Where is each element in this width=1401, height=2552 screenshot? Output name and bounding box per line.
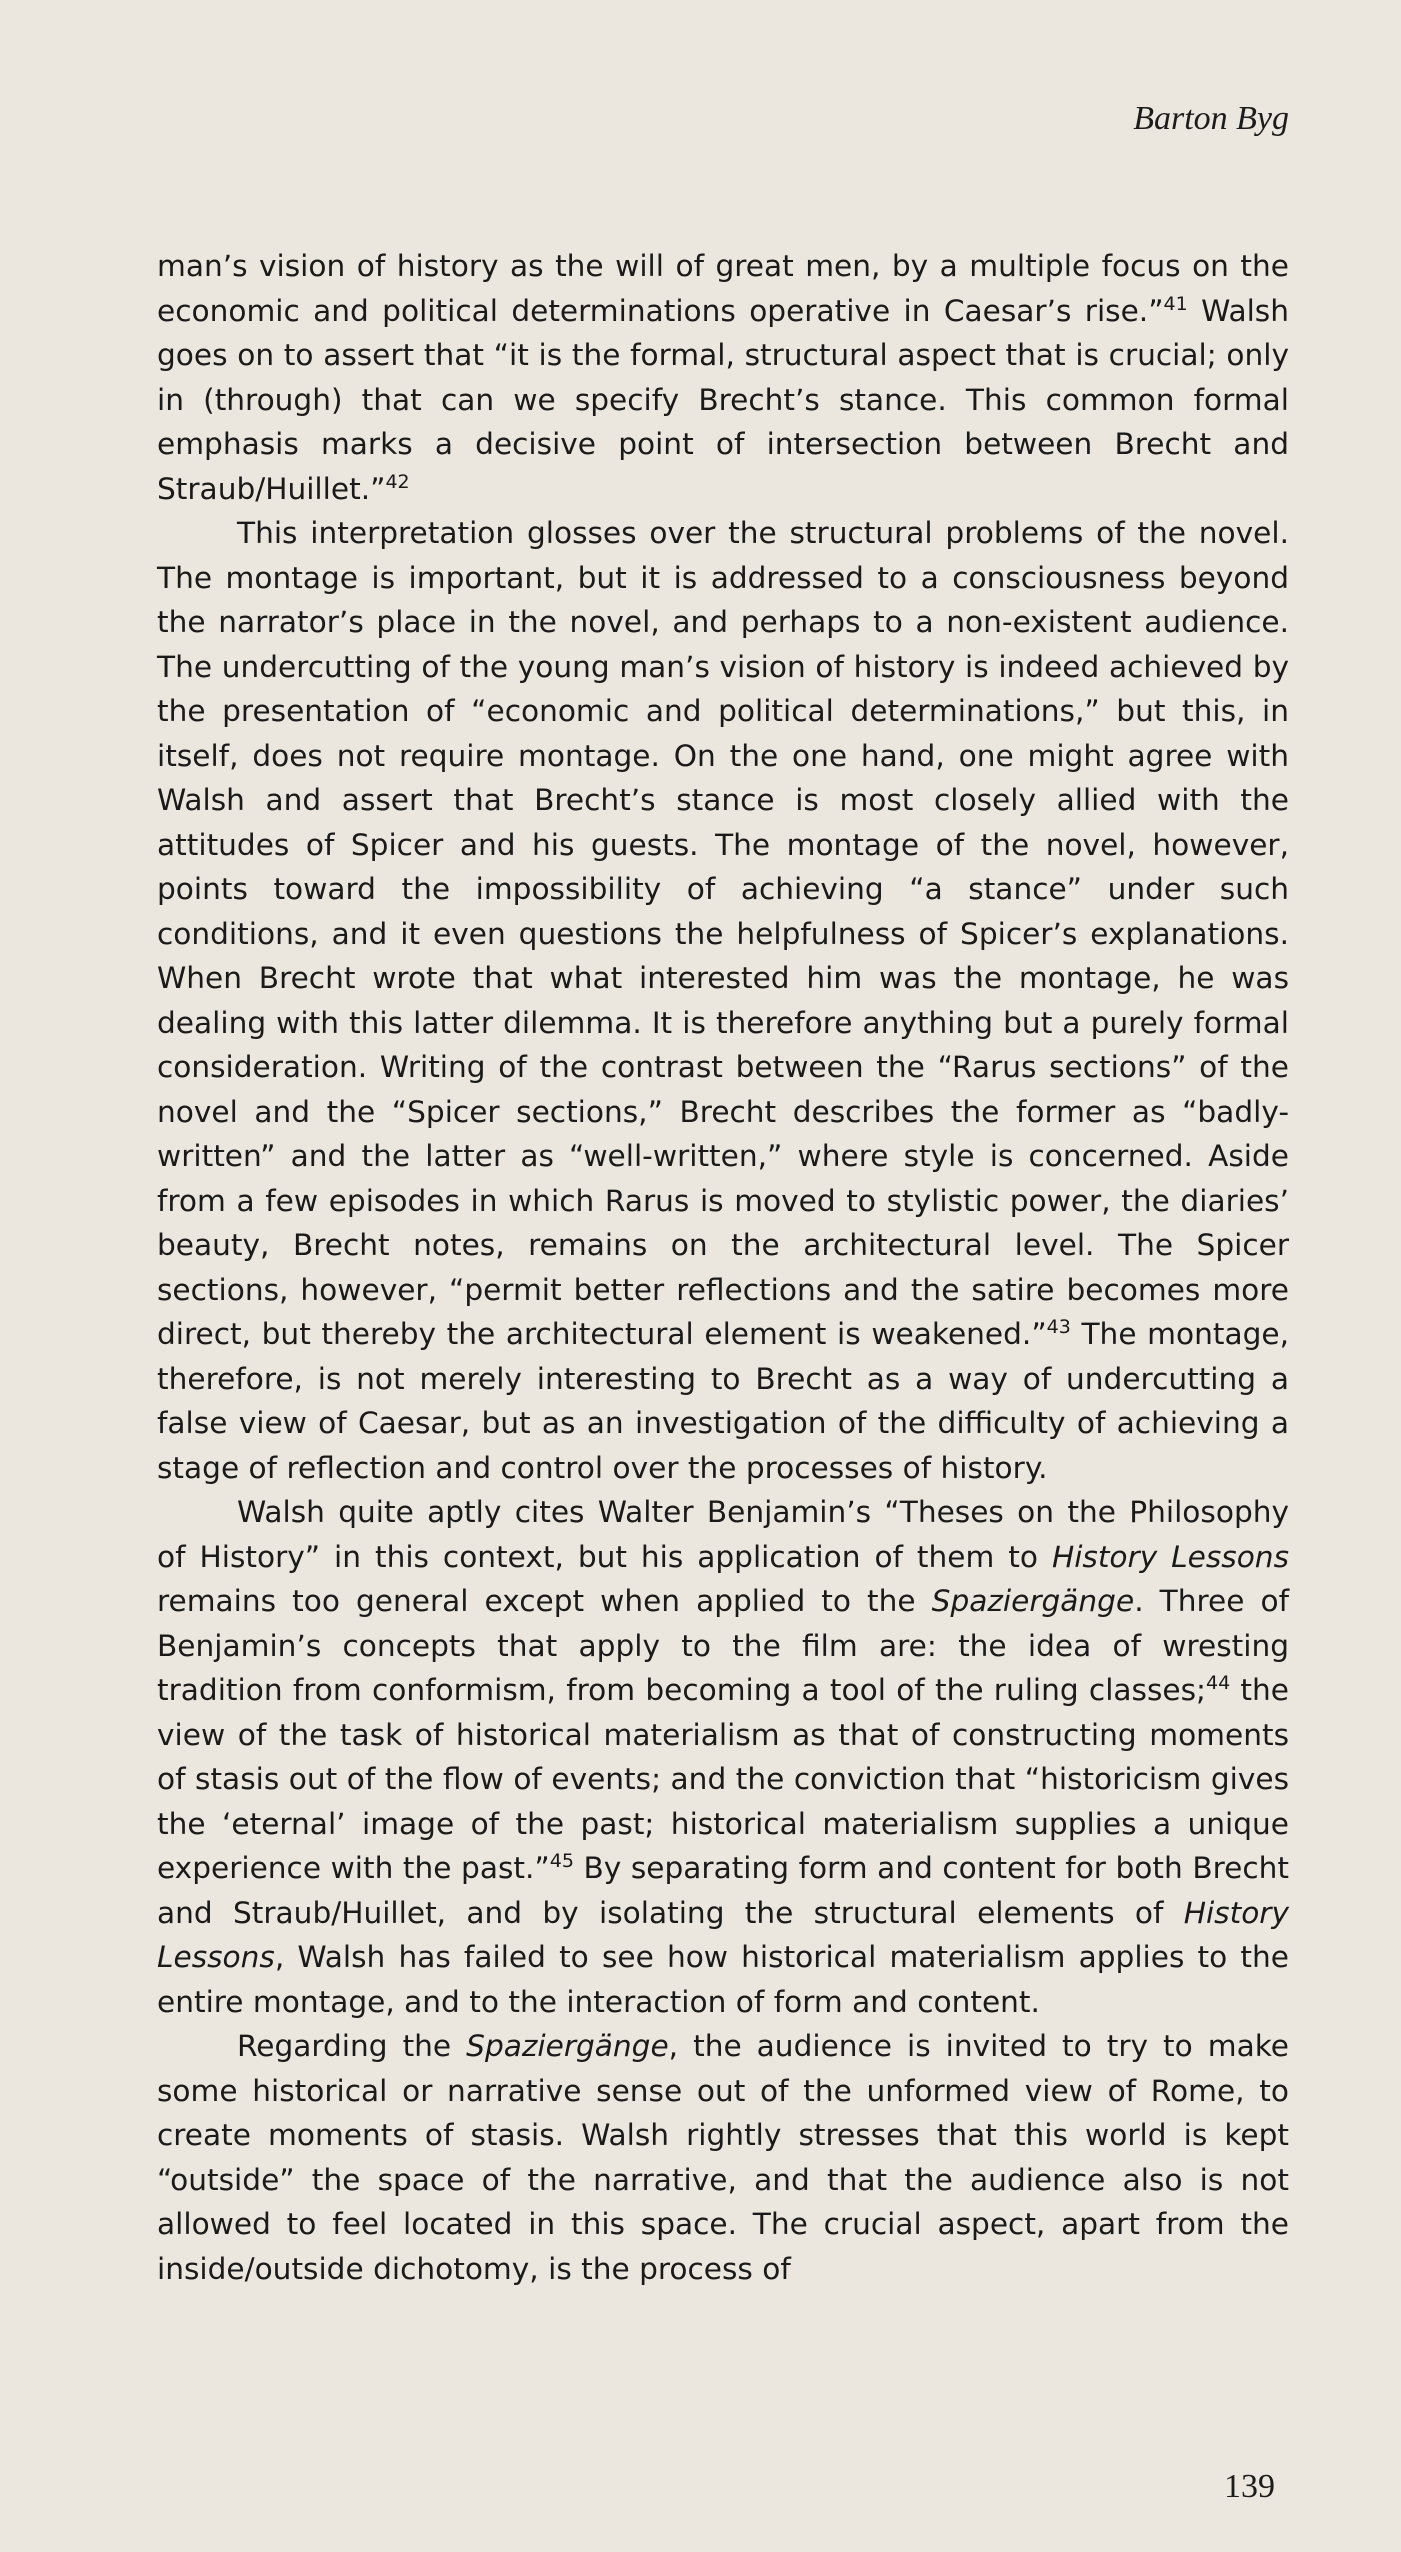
italic-title: History Lessons — [157, 1895, 1289, 1974]
footnote-marker: 42 — [385, 470, 410, 493]
text-run: remains too general except when applied to the — [157, 1584, 932, 1618]
text-run: man’s vision of history as the will of great men, by a multiple focus on the economic and political determinations operative in Caesar’s rise.” — [157, 249, 1289, 328]
italic-title: History Lessons — [1051, 1539, 1289, 1574]
text-run: By separating form and content for both Brecht and Straub/Huillet, and by isolating the structural elements of — [157, 1851, 1289, 1930]
text-run: , Walsh has failed to see how historical materialism applies to the entire montage, and to the interaction of form and content. — [157, 1940, 1289, 2019]
italic-title: Spaziergänge — [931, 1584, 1135, 1618]
text-run: Walsh goes on to assert that “it is the formal, structural aspect that is crucial; only in (through) that can we specify Brecht’s stance. This common formal emphasis marks a decisive point of intersection between Brecht and Straub/Huillet.” — [157, 293, 1289, 506]
text-run: Walsh quite aptly cites Walter Benjamin’s “Theses on the Philosophy of History” in this context, but his application of them to — [157, 1495, 1289, 1574]
text-run: This interpretation glosses over the structural problems of the novel. The montage is important, but it is addressed to a consciousness beyond the narrator’s place in the novel, and perhaps to a non-existent audience. The undercutting of the young man’s vision of history is indeed achieved by the presentation of “economic and political determinations,” but this, in itself, does not require montage. On the one hand, one might agree with Walsh and assert that Brecht’s stance is most closely allied with the attitudes of Spicer and his guests. The montage of the novel, however, points toward the impossibility of achieving “a stance” under such conditions, and it even questions the helpfulness of Spicer’s explanations. When Brecht wrote that what interested him was the montage, he was dealing with this latter dilemma. It is therefore anything but a purely formal consideration. Writing of the contrast between the “Rarus sections” of the novel and the “Spicer sections,” Brecht describes the former as “badly-written” and the latter as “well-written,” where style is concerned. Aside from a few episodes in which Rarus is moved to stylistic power, the diaries’ beauty, Brecht notes, remains on the architectural level. The Spicer sections, however, “permit better reflections and the satire becomes more direct, but thereby the architectural element is weakened.” — [157, 516, 1289, 1351]
italic-title: Spaziergänge — [466, 2029, 669, 2063]
text-run: Regarding the — [237, 2029, 467, 2063]
text-run: , the audience is invited to try to make some historical or narrative sense out of the unformed view of Rome, to create moments of stasis. Walsh rightly stresses that this world is kept “outside” the space of the narrative, and that the audience also is not allowed to feel located in this space. The crucial aspect, apart from the inside/outside dichotomy, is the process of — [157, 2029, 1289, 2286]
text-run: . Three of Benjamin’s concepts that apply to the film are: the idea of wresting tradition from conformism, from becoming a tool of the ruling classes; — [157, 1584, 1289, 1707]
text-run: the view of the task of historical materialism as that of constructing moments of stasis out of the flow of events; and the conviction that “historicism gives the ‘eternal’ image of the past; historical materialism supplies a unique experience with the past.” — [157, 1673, 1289, 1885]
running-head: Barton Byg — [1133, 100, 1289, 137]
footnote-marker: 45 — [549, 1850, 574, 1872]
footnote-marker: 41 — [1163, 292, 1188, 315]
footnote-marker: 44 — [1206, 1672, 1231, 1694]
paragraph — [157, 2024, 1289, 2291]
footnote-marker: 43 — [1046, 1316, 1071, 1338]
paragraph — [157, 244, 1289, 511]
page-number: 139 — [1224, 2468, 1275, 2505]
paragraph — [157, 511, 1289, 1490]
body-text — [157, 244, 1289, 2291]
text-run: The montage, therefore, is not merely interesting to Brecht as a way of undercutting a false view of Caesar, but as an investigation of the difficulty of achieving a stage of reflection and control over the processes of history. — [157, 1317, 1289, 1485]
paragraph — [157, 1490, 1289, 2024]
